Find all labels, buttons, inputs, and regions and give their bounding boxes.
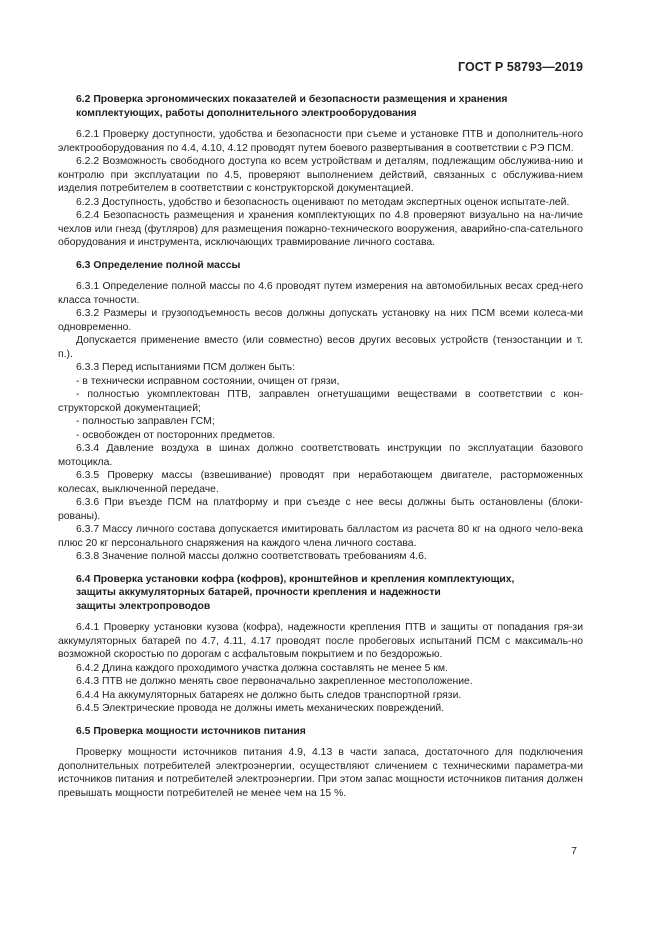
paragraph: 6.3.4 Давление воздуха в шинах должно соответствовать инструкции по эксплуатации базового мотоцикла. bbox=[58, 443, 583, 468]
section-title-line: 6.2 Проверка эргономических показателей и безопасности размещения и хранения bbox=[76, 94, 508, 105]
paragraph: 6.3.8 Значение полной массы должно соответствовать требованиям 4.6. bbox=[76, 551, 427, 562]
section-title-line: комплектующих, работы дополнительного электрооборудования bbox=[76, 107, 417, 119]
paragraph: 6.2.1 Проверку доступности, удобства и безопасности при съеме и установке ПТВ и дополнитель-ного электрооборудования по 4.4, 4.10, 4.12 проводят путем боевого развертывания в соответствии с РЭ ПСМ. bbox=[58, 129, 583, 154]
section-title-line: защиты аккумуляторных батарей, прочности крепления и надежности bbox=[76, 587, 441, 598]
section-6-5-title bbox=[58, 725, 583, 739]
paragraph: Проверку мощности источников питания 4.9, 4.13 в части запаса, достаточного для подключения дополнительных потребителей электроэнергии, осуществляют сличением с техническими параметра-ми источников питания и потребителей электроэнергии. При этом запас мощности источников питания должен превышать мощности потребителей не менее чем на 15 %. bbox=[58, 747, 583, 799]
paragraph: Допускается применение вместо (или совместно) весов других весовых устройств (тензостанции и т. п.). bbox=[58, 335, 583, 360]
list-item: - полностью заправлен ГСМ; bbox=[76, 416, 215, 427]
paragraph: 6.4.3 ПТВ не должно менять свое первоначально закрепленное местоположение. bbox=[76, 676, 473, 687]
list-item: - освобожден от посторонних предметов. bbox=[76, 429, 276, 441]
paragraph: 6.2.2 Возможность свободного доступа ко всем устройствам и деталям, подлежащим обслужива-нию и контролю при эксплуатации по 4.5, проверяют выполнением действий, связанных с обслужива-нием изделия потребителем в соответствии с конструкторской документацией. bbox=[58, 156, 583, 194]
section-title-line: защиты электропроводов bbox=[76, 600, 211, 612]
paragraph: 6.3.7 Массу личного состава допускается имитировать балластом из расчета 80 кг на одного чело-века плюс 20 кг персонального снаряжения на каждого члена личного состава. bbox=[58, 524, 583, 549]
standard-number: ГОСТ Р 58793—2019 bbox=[457, 60, 583, 74]
section-title-line: 6.5 Проверка мощности источников питания bbox=[76, 725, 306, 737]
paragraph: 6.3.6 При въезде ПСМ на платформу и при съезде с нее весы должны быть остановлены (блоки-рованы). bbox=[58, 497, 583, 522]
section-title-line: 6.4 Проверка установки кофра (кофров), кронштейнов и крепления комплектующих, bbox=[76, 573, 515, 585]
document-body bbox=[58, 93, 583, 800]
section-6-2-title bbox=[58, 93, 583, 120]
section-title-line: 6.3 Определение полной массы bbox=[76, 259, 241, 271]
section-6-4-title bbox=[58, 573, 583, 614]
paragraph: 6.2.3 Доступность, удобство и безопасность оценивают по методам экспертных оценок испытате-лей. bbox=[76, 196, 570, 208]
paragraph: 6.4.1 Проверку установки кузова (кофра), надежности крепления ПТВ и защиты от попадания гря-зи аккумуляторных батарей по 4.7, 4.11, 4.17 проводят после пробеговых испытаний ПСМ с максималь-но возможной скоростью по дорогам с асфальтовым покрытием и по бездорожью. bbox=[58, 622, 583, 660]
paragraph: 6.4.5 Электрические провода не должны иметь механических повреждений. bbox=[76, 703, 445, 714]
paragraph: 6.2.4 Безопасность размещения и хранения комплектующих по 4.8 проверяют визуально на на-личие чехлов или гнезд (футляров) для размещения пожарно-технического вооружения, аварийно-спа-сательного оборудования и инструмента, исключающих травмирование личного состава. bbox=[58, 210, 583, 248]
page-number: 7 bbox=[571, 845, 577, 857]
section-6-3-title bbox=[58, 259, 583, 273]
paragraph: 6.4.4 На аккумуляторных батареях не должно быть следов транспортной грязи. bbox=[76, 689, 462, 701]
paragraph: 6.3.2 Размеры и грузоподъемность весов должны допускать установку на них ПСМ всеми колеса-ми одновременно. bbox=[58, 308, 583, 333]
list-item: - полностью укомплектован ПТВ, заправлен огнетушащими веществами в соответствии с кон-структорской документацией; bbox=[58, 389, 583, 414]
paragraph: 6.3.1 Определение полной массы по 4.6 проводят путем измерения на автомобильных весах сред-него класса точности. bbox=[58, 281, 583, 306]
paragraph: 6.3.3 Перед испытаниями ПСМ должен быть: bbox=[76, 362, 295, 373]
list-item: - в технически исправном состоянии, очищен от грязи, bbox=[76, 375, 340, 387]
paragraph: 6.4.2 Длина каждого проходимого участка должна составлять не менее 5 км. bbox=[76, 662, 448, 674]
paragraph: 6.3.5 Проверку массы (взвешивание) проводят при неработающем двигателе, расторможенных колесах, выключенной передаче. bbox=[58, 470, 583, 495]
